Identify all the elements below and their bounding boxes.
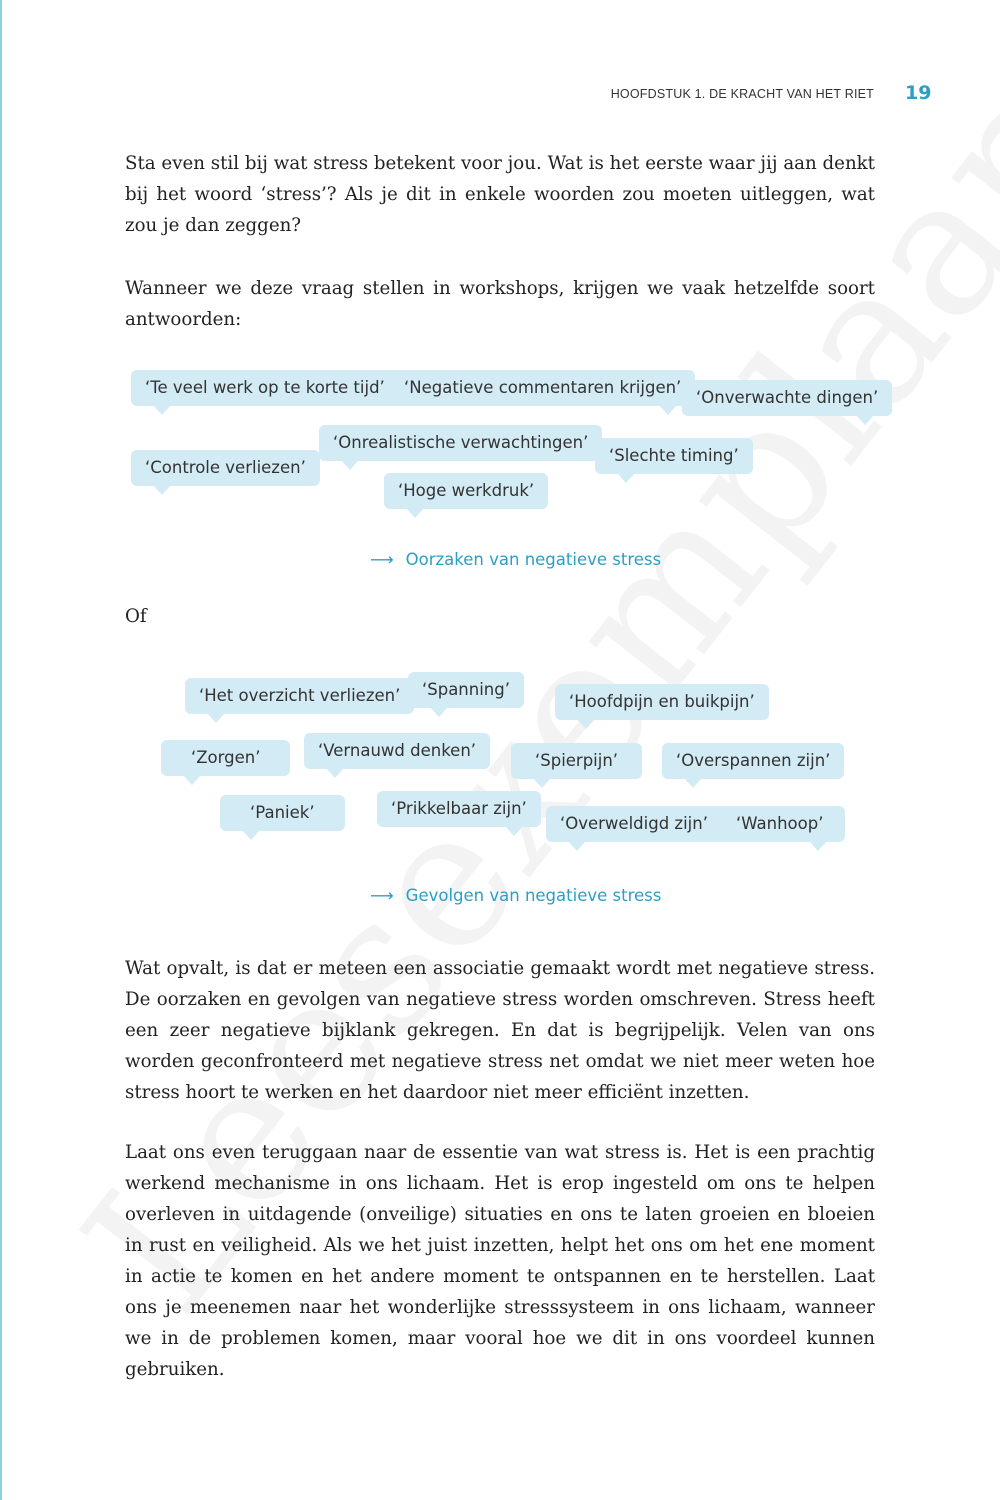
page-number: 19	[905, 82, 932, 104]
body-paragraph-1: Wat opvalt, is dat er meteen een associatie gemaakt wordt met negatieve stress. De oorzaken en gevolgen van negatieve stress worden omschreven. Stress heeft een zeer negatieve bijklank gekregen. En dat is begrijpelijk. Velen van ons worden geconfronteerd met negatieve stress net omdat we niet meer weten hoe stress hoort te werken en het daardoor niet meer efficiënt inzetten.	[125, 958, 875, 1103]
speech-bubble: ‘Spierpijn’	[511, 743, 642, 779]
body-paragraph-2: Laat ons even teruggaan naar de essentie van wat stress is. Het is een prachtig werkend mechanisme in ons lichaam. Het is erop ingesteld om ons te helpen overleven in uitdagende (onveilige) situaties en ons te laten groeien en bloeien in rust en veiligheid. Als we het juist inzetten, helpt het ons om het ene moment in actie te komen en het andere moment te ontspannen en te herstellen. Laat ons je meenemen naar het wonderlijke stresssysteem in ons lichaam, wanneer we in de problemen komen, maar vooral hoe we dit in ons voordeel kunnen gebruiken.	[125, 1142, 875, 1380]
arrow-right-icon: ⟶	[370, 550, 394, 569]
speech-bubble: ‘Slechte timing’	[595, 438, 753, 474]
arrow-right-icon: ⟶	[370, 886, 394, 905]
speech-bubble: ‘Hoge werkdruk’	[384, 473, 548, 509]
effects-caption-text: Gevolgen van negatieve stress	[405, 886, 662, 905]
speech-bubble: ‘Onrealistische verwachtingen’	[319, 425, 602, 461]
speech-bubble: ‘Te veel werk op te korte tijd’	[131, 370, 399, 406]
speech-bubble: ‘Prikkelbaar zijn’	[377, 791, 541, 827]
speech-bubble: ‘Hoofdpijn en buikpijn’	[555, 684, 769, 720]
speech-bubble: ‘Negatieve commentaren krijgen’	[390, 370, 695, 406]
of-label: Of	[125, 606, 147, 627]
intro-paragraph: Sta even stil bij wat stress betekent voor jou. Wat is het eerste waar jij aan denkt bij het woord ‘stress’? Als je dit in enkele woorden zou moeten uitleggen, wat zou je dan zeggen?	[125, 153, 875, 236]
effects-caption	[370, 886, 661, 905]
speech-bubble: ‘Overspannen zijn’	[662, 743, 844, 779]
speech-bubble: ‘Onverwachte dingen’	[682, 380, 892, 416]
speech-bubble: ‘Vernauwd denken’	[304, 733, 490, 769]
speech-bubble: ‘Spanning’	[408, 672, 524, 708]
causes-caption-text: Oorzaken van negatieve stress	[405, 550, 662, 569]
speech-bubble: ‘Zorgen’	[161, 740, 290, 776]
speech-bubble: ‘Overweldigd zijn’	[546, 806, 722, 842]
speech-bubble: ‘Paniek’	[220, 795, 345, 831]
page-edge-line	[0, 0, 2, 1500]
causes-caption	[370, 550, 661, 569]
running-head: HOOFDSTUK 1. DE KRACHT VAN HET RIET	[610, 87, 874, 101]
question-paragraph: Wanneer we deze vraag stellen in workshops, krijgen we vaak hetzelfde soort antwoorden:	[125, 278, 875, 330]
speech-bubble: ‘Het overzicht verliezen’	[185, 678, 414, 714]
speech-bubble: ‘Controle verliezen’	[131, 450, 320, 486]
speech-bubble: ‘Wanhoop’	[714, 806, 845, 842]
